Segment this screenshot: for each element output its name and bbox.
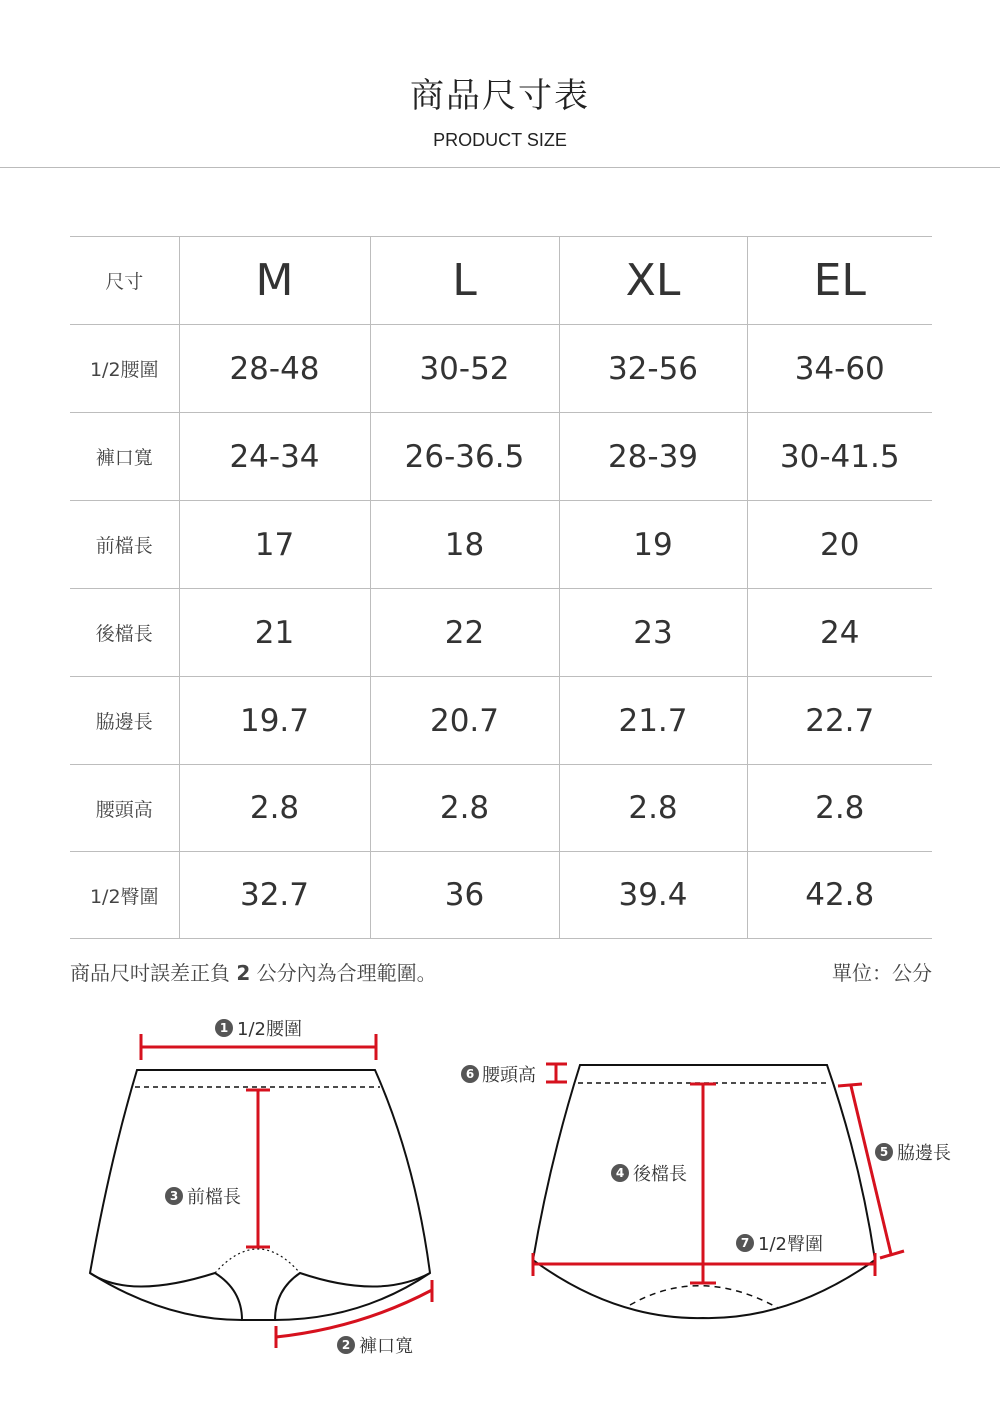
badge-5-number: 5 bbox=[879, 1145, 889, 1159]
row-label: 1/2臀圍 bbox=[70, 852, 179, 939]
measure-front-rise bbox=[165, 1090, 270, 1247]
table-cell: 24-34 bbox=[179, 413, 370, 501]
size-header-el: EL bbox=[747, 237, 932, 325]
row-label: 褲口寬 bbox=[70, 413, 179, 501]
back-view bbox=[461, 1064, 951, 1318]
table-header-row bbox=[70, 237, 932, 325]
label-half-hip: 1/2臀圍 bbox=[758, 1234, 823, 1255]
label-front-rise: 前檔長 bbox=[187, 1187, 241, 1208]
label-leg-opening: 褲口寬 bbox=[359, 1336, 413, 1357]
badge-3-number: 3 bbox=[169, 1189, 179, 1203]
label-waistband-height: 腰頭高 bbox=[482, 1065, 536, 1086]
row-label: 前檔長 bbox=[70, 501, 179, 589]
table-row bbox=[70, 677, 932, 765]
page-subtitle: PRODUCT SIZE bbox=[433, 130, 567, 150]
measure-waistband-height bbox=[461, 1064, 567, 1086]
table-cell: 19 bbox=[559, 501, 747, 589]
table-cell: 34-60 bbox=[747, 325, 932, 413]
front-crotch-dotted bbox=[215, 1249, 300, 1273]
table-cell: 19.7 bbox=[179, 677, 370, 765]
table-cell: 28-39 bbox=[559, 413, 747, 501]
badge-2-number: 2 bbox=[341, 1338, 351, 1352]
measure-waist bbox=[141, 1019, 376, 1060]
table-cell: 22.7 bbox=[747, 677, 932, 765]
table-cell: 2.8 bbox=[747, 765, 932, 852]
tolerance-note bbox=[70, 957, 437, 986]
table-cell: 18 bbox=[370, 501, 559, 589]
table-cell: 24 bbox=[747, 589, 932, 677]
badge-1-number: 1 bbox=[219, 1021, 229, 1035]
front-view bbox=[90, 1019, 432, 1357]
table-cell: 39.4 bbox=[559, 852, 747, 939]
measure-side-length bbox=[838, 1084, 951, 1258]
table-row bbox=[70, 501, 932, 589]
table-row bbox=[70, 413, 932, 501]
label-back-rise: 後檔長 bbox=[633, 1164, 687, 1185]
measurement-diagram bbox=[0, 1000, 1000, 1400]
table-row bbox=[70, 852, 932, 939]
row-label: 腰頭高 bbox=[70, 765, 179, 852]
table-row bbox=[70, 325, 932, 413]
table-cell: 28-48 bbox=[179, 325, 370, 413]
table-cell: 26-36.5 bbox=[370, 413, 559, 501]
table-cell: 21.7 bbox=[559, 677, 747, 765]
table-cell: 2.8 bbox=[179, 765, 370, 852]
table-cell: 20 bbox=[747, 501, 932, 589]
table-row bbox=[70, 765, 932, 852]
table-cell: 30-52 bbox=[370, 325, 559, 413]
row-label: 後檔長 bbox=[70, 589, 179, 677]
table-cell: 23 bbox=[559, 589, 747, 677]
table-cell: 30-41.5 bbox=[747, 413, 932, 501]
table-cell: 2.8 bbox=[370, 765, 559, 852]
tolerance-text-pre: 商品尺吋誤差正負 bbox=[70, 961, 237, 985]
badge-4-number: 4 bbox=[615, 1166, 625, 1180]
label-half-waist: 1/2腰圍 bbox=[237, 1019, 302, 1040]
table-cell: 20.7 bbox=[370, 677, 559, 765]
size-header-xl: XL bbox=[559, 237, 747, 325]
table-cell: 2.8 bbox=[559, 765, 747, 852]
table-cell: 21 bbox=[179, 589, 370, 677]
badge-7-number: 7 bbox=[740, 1236, 750, 1250]
table-cell: 36 bbox=[370, 852, 559, 939]
size-header-m: M bbox=[179, 237, 370, 325]
table-cell: 42.8 bbox=[747, 852, 932, 939]
table-cell: 32.7 bbox=[179, 852, 370, 939]
page-title: 商品尺寸表 bbox=[410, 76, 590, 116]
tolerance-text-post: 公分內為合理範圍。 bbox=[250, 961, 437, 985]
table-cell: 32-56 bbox=[559, 325, 747, 413]
front-outline bbox=[90, 1070, 430, 1320]
table-row bbox=[70, 589, 932, 677]
tolerance-number: 2 bbox=[236, 961, 251, 985]
table-cell: 22 bbox=[370, 589, 559, 677]
badge-6-number: 6 bbox=[465, 1067, 475, 1081]
header-divider bbox=[0, 167, 1000, 168]
measure-back-rise bbox=[611, 1084, 716, 1283]
corner-label: 尺寸 bbox=[70, 237, 179, 325]
label-side-length: 脇邊長 bbox=[897, 1143, 951, 1164]
table-cell: 17 bbox=[179, 501, 370, 589]
size-table bbox=[70, 236, 932, 939]
size-header-l: L bbox=[370, 237, 559, 325]
row-label: 1/2腰圍 bbox=[70, 325, 179, 413]
unit-note: 單位：公分 bbox=[832, 961, 932, 985]
back-seat-dotted bbox=[630, 1286, 778, 1308]
row-label: 脇邊長 bbox=[70, 677, 179, 765]
